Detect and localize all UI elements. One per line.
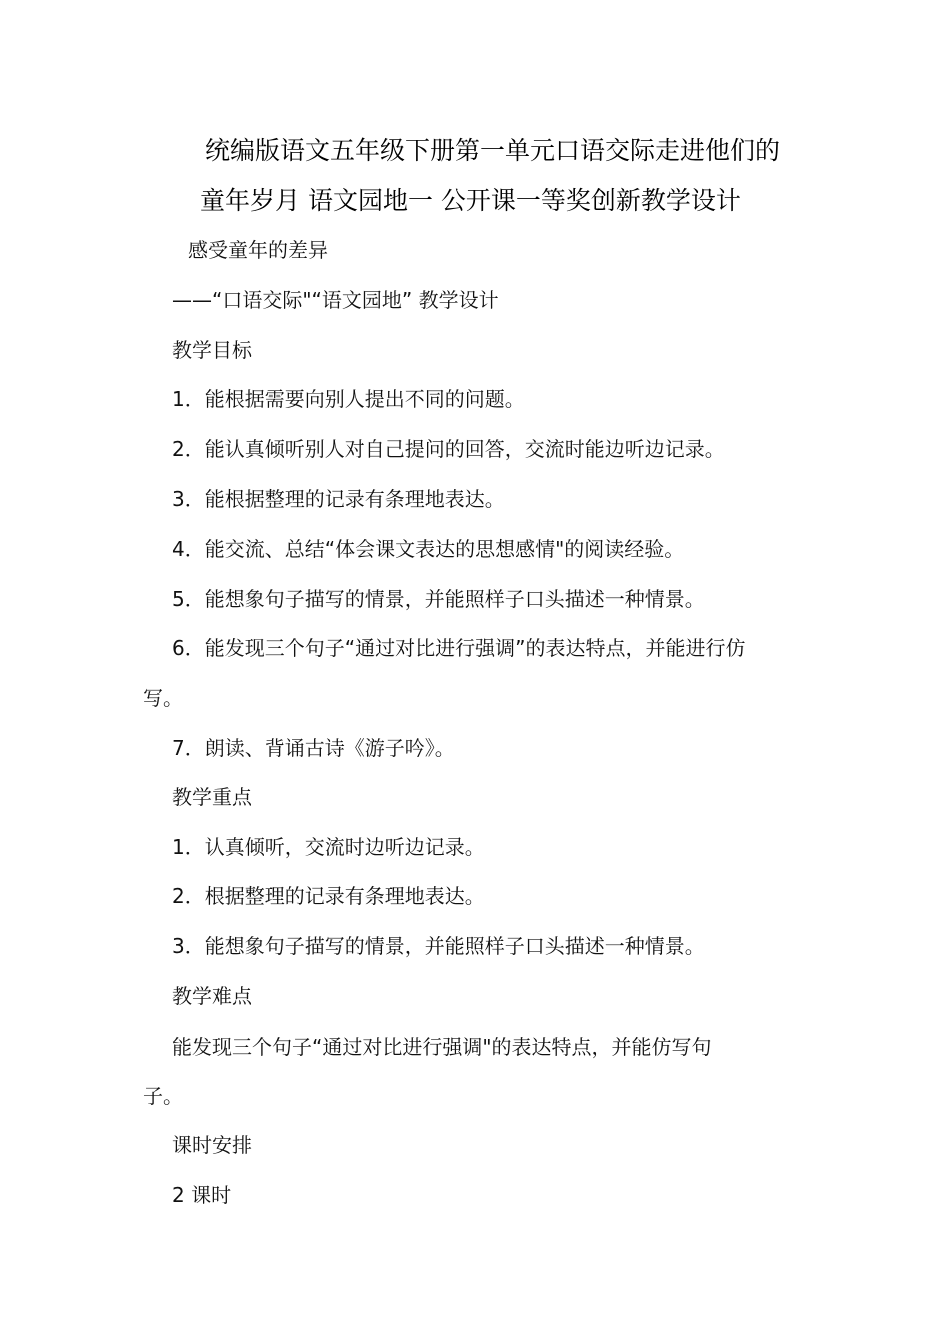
objectives-heading: 教学目标 [172, 338, 252, 362]
subtitle-2-text: ——“口语交际"“语文园地” 教学设计 [172, 288, 499, 312]
objective-2: 2．能认真倾听别人对自己提问的回答，交流时能边听边记录。 [172, 437, 725, 461]
key-point-3: 3．能想象句子描写的情景，并能照样子口头描述一种情景。 [172, 934, 705, 958]
document-title-line-2: 童年岁月 语文园地一 公开课一等奖创新教学设计 [200, 186, 741, 215]
schedule-heading: 课时安排 [172, 1133, 252, 1157]
objective-5: 5．能想象句子描写的情景，并能照样子口头描述一种情景。 [172, 587, 705, 611]
objective-3: 3．能根据整理的记录有条理地表达。 [172, 487, 505, 511]
objective-4: 4．能交流、总结“体会课文表达的思想感情"的阅读经验。 [172, 537, 685, 561]
difficulty-text: 能发现三个句子“通过对比进行强调"的表达特点，并能仿写句 [172, 1035, 712, 1059]
subtitle-text: 感受童年的差异 [188, 238, 328, 262]
objective-6-cont: 写。 [143, 686, 183, 710]
objective-6: 6．能发现三个句子“通过对比进行强调”的表达特点，并能进行仿 [172, 636, 746, 660]
key-point-1: 1．认真倾听，交流时边听边记录。 [172, 835, 485, 859]
difficulty-text-cont: 子。 [143, 1084, 183, 1108]
key-points-heading: 教学重点 [172, 785, 252, 809]
objective-7: 7．朗读、背诵古诗《游子吟》。 [172, 736, 455, 760]
objective-1: 1．能根据需要向别人提出不同的问题。 [172, 387, 525, 411]
difficulty-heading: 教学难点 [172, 984, 252, 1008]
schedule-value-text: 2 课时 [172, 1183, 232, 1207]
document-title-line-1: 统编版语文五年级下册第一单元口语交际走进他们的 [205, 136, 781, 165]
key-point-2: 2．根据整理的记录有条理地表达。 [172, 884, 485, 908]
